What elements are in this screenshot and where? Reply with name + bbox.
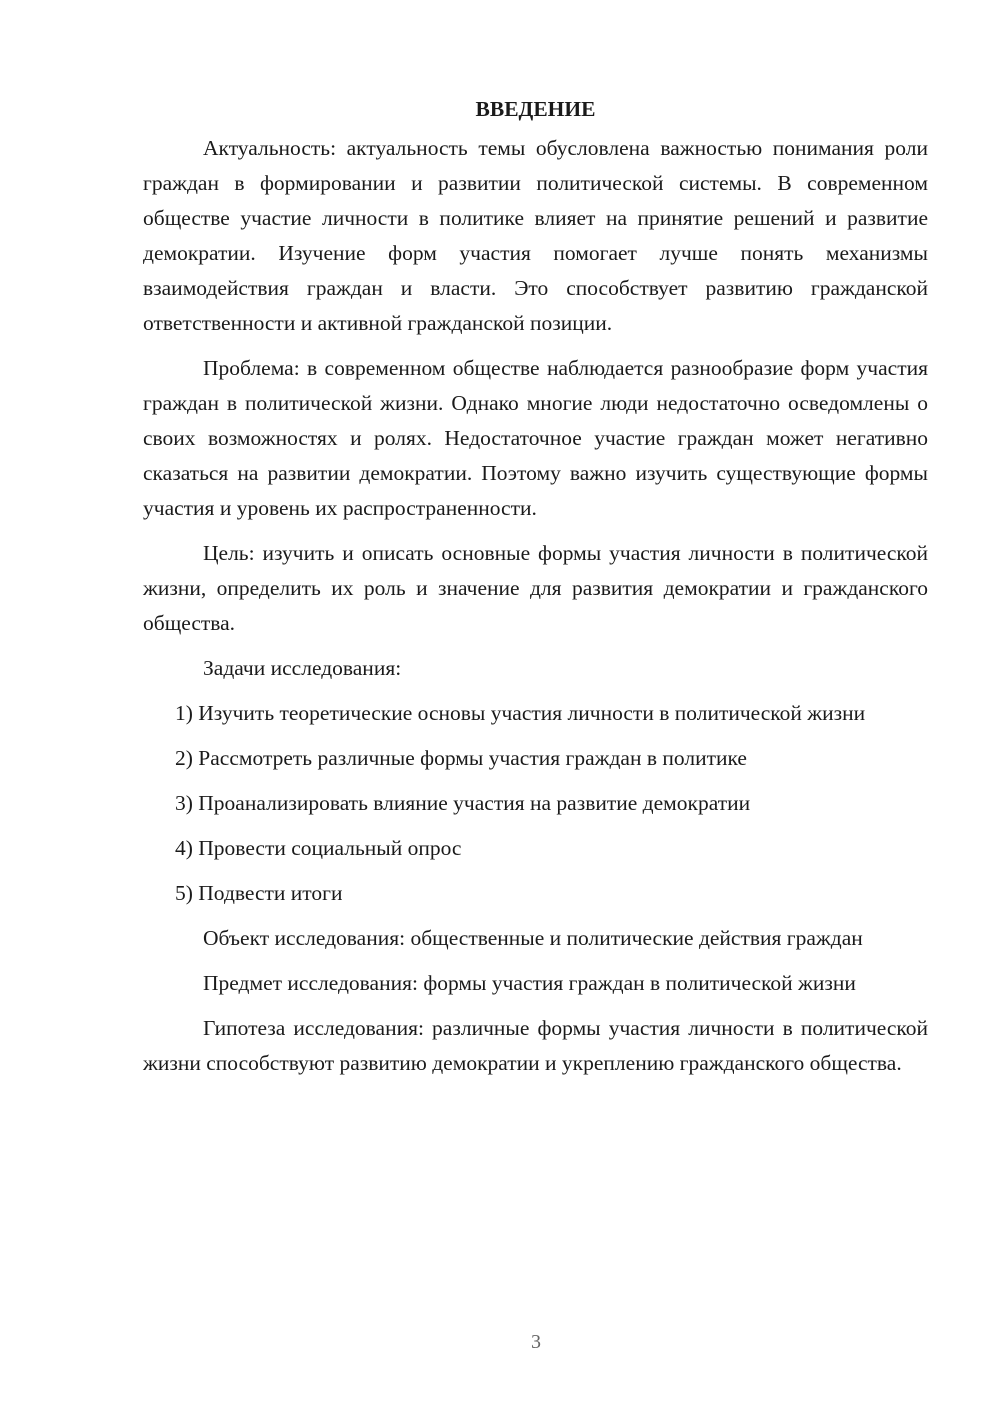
problem-paragraph: Проблема: в современном обществе наблюдается разнообразие форм участия граждан в политической жизни. Однако многие люди недостаточно осведомлены о своих возможностях и ролях. Недостаточное участие граждан может негативно сказаться на развитии демократии. Поэтому важно изучить существующие формы участия и уровень их распространенности. (143, 356, 928, 520)
relevance-paragraph: Актуальность: актуальность темы обусловлена важностью понимания роли граждан в формировании и развитии политической системы. В современном обществе участие личности в политике влияет на принятие решений и развитие демократии. Изучение форм участия помогает лучше понять механизмы взаимодействия граждан и власти. Это способствует развитию гражданской ответственности и активной гражданской позиции. (143, 136, 928, 335)
hypothesis-paragraph: Гипотеза исследования: различные формы участия личности в политической жизни способствуют развитию демократии и укреплению гражданского общества. (143, 1016, 928, 1075)
task-item: 3) Проанализировать влияние участия на развитие демократии (175, 791, 751, 815)
task-item: 4) Провести социальный опрос (175, 836, 462, 860)
task-item: 2) Рассмотреть различные формы участия граждан в политике (175, 746, 747, 770)
page-number: 3 (531, 1331, 541, 1353)
goal-paragraph: Цель: изучить и описать основные формы участия личности в политической жизни, определить их роль и значение для развития демократии и гражданского общества. (143, 541, 928, 635)
subject-paragraph: Предмет исследования: формы участия граждан в политической жизни (203, 971, 856, 995)
task-item: 5) Подвести итоги (175, 881, 343, 905)
section-heading: ВВЕДЕНИЕ (475, 97, 596, 121)
object-paragraph: Объект исследования: общественные и политические действия граждан (203, 926, 863, 950)
tasks-title: Задачи исследования: (203, 656, 402, 680)
page-content (143, 92, 928, 1091)
task-item: 1) Изучить теоретические основы участия личности в политической жизни (175, 701, 866, 725)
